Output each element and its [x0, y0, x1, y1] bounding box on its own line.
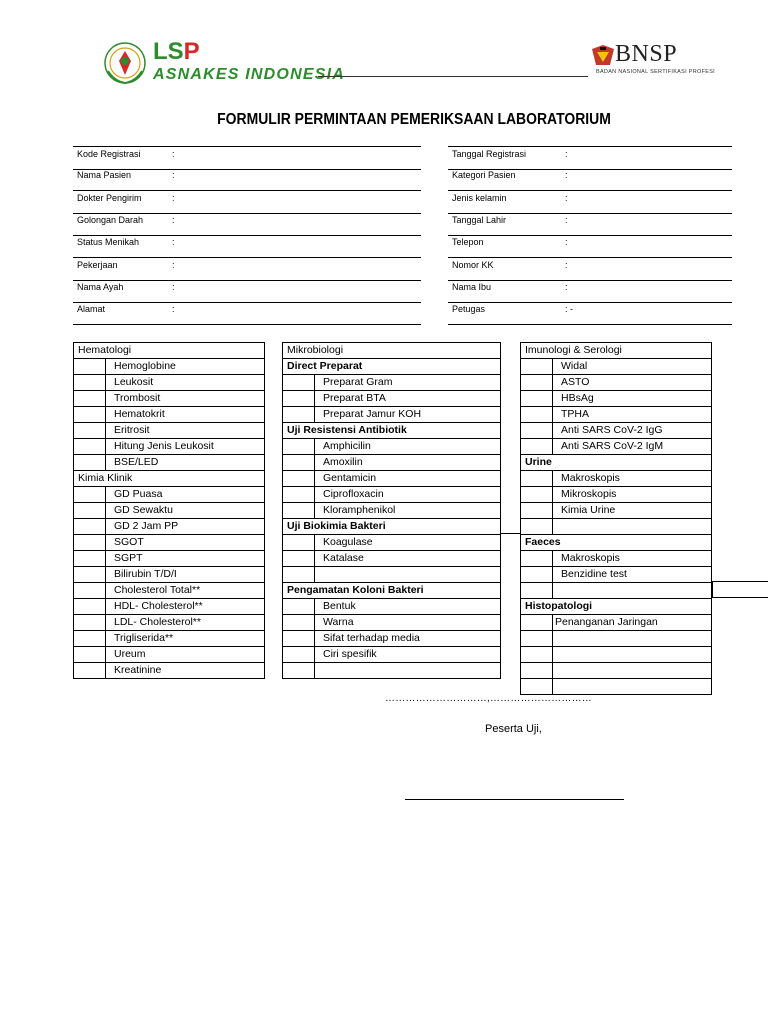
test-name: Gentamicin [315, 471, 501, 487]
signature-label: Peserta Uji, [485, 723, 542, 735]
table-row [74, 487, 265, 503]
checkbox-cell[interactable] [521, 631, 553, 647]
test-name: GD Puasa [106, 487, 265, 503]
table-section-header [283, 359, 501, 375]
checkbox-cell[interactable] [521, 551, 553, 567]
test-name: Hemoglobine [106, 359, 265, 375]
checkbox-cell[interactable] [283, 375, 315, 391]
form-field[interactable] [448, 191, 732, 214]
hematologi-table [73, 342, 265, 679]
table-row [283, 599, 501, 615]
table-row [521, 487, 712, 503]
table-row [283, 663, 501, 679]
bnsp-wordmark: BNSP [615, 41, 678, 67]
table-row [74, 583, 265, 599]
checkbox-cell[interactable] [74, 375, 106, 391]
test-name: Widal [553, 359, 712, 375]
form-field[interactable] [73, 146, 421, 170]
table-row [74, 519, 265, 535]
field-value: : [565, 214, 568, 225]
form-field[interactable] [73, 235, 421, 258]
test-name: Benzidine test [553, 567, 712, 583]
table-row [74, 439, 265, 455]
test-name: Amoxilin [315, 455, 501, 471]
form-field[interactable] [73, 213, 421, 236]
table-row [521, 551, 712, 567]
table-row [283, 375, 501, 391]
table-row [283, 535, 501, 551]
test-name: Kimia Urine [553, 503, 712, 519]
table-row [283, 391, 501, 407]
field-value: : [565, 170, 568, 181]
form-field[interactable] [448, 302, 732, 325]
checkbox-cell[interactable] [74, 535, 106, 551]
table-row [283, 551, 501, 567]
test-name: GD 2 Jam PP [106, 519, 265, 535]
test-name: GD Sewaktu [106, 503, 265, 519]
checkbox-cell[interactable] [521, 391, 553, 407]
field-value: : [565, 237, 568, 248]
section-header-label: Mikrobiologi [283, 343, 501, 359]
table-row [521, 407, 712, 423]
table-row [74, 455, 265, 471]
checkbox-cell[interactable] [521, 615, 553, 631]
table-row [521, 663, 712, 679]
field-label: Jenis kelamin [452, 192, 507, 203]
header-divider [318, 76, 588, 77]
table-row [74, 631, 265, 647]
table-section-header [283, 583, 501, 599]
form-field[interactable] [448, 280, 732, 303]
checkbox-cell[interactable] [521, 423, 553, 439]
section-header-label: Histopatologi [521, 599, 712, 615]
test-name: Hitung Jenis Leukosit [106, 439, 265, 455]
test-name: Ureum [106, 647, 265, 663]
test-name: Ciprofloxacin [315, 487, 501, 503]
checkbox-cell[interactable] [74, 631, 106, 647]
checkbox-cell[interactable] [521, 487, 553, 503]
table-section-header [74, 471, 265, 487]
table-row [521, 615, 712, 631]
checkbox-cell[interactable] [74, 567, 106, 583]
field-label: Petugas [452, 304, 486, 315]
field-value: : [565, 259, 568, 270]
lsp-logo [100, 41, 150, 85]
test-name: Anti SARS CoV-2 IgG [553, 423, 712, 439]
test-name [553, 663, 712, 679]
checkbox-cell[interactable] [283, 647, 315, 663]
checkbox-cell[interactable] [74, 407, 106, 423]
field-label: Nomor KK [452, 259, 494, 270]
field-label: Status Menikah [77, 237, 140, 248]
checkbox-cell[interactable] [74, 487, 106, 503]
field-value: : - [565, 304, 573, 315]
table-row [521, 567, 712, 583]
table-section-header [283, 343, 501, 359]
checkbox-cell[interactable] [283, 551, 315, 567]
field-value: : [172, 304, 175, 315]
table-row [74, 423, 265, 439]
table-row [521, 471, 712, 487]
checkbox-cell[interactable] [74, 423, 106, 439]
checkbox-cell[interactable] [283, 631, 315, 647]
field-label: Alamat [77, 304, 106, 315]
field-label: Pekerjaan [77, 259, 118, 270]
test-name: ASTO [553, 375, 712, 391]
table-section-header [521, 535, 712, 551]
table-row [74, 599, 265, 615]
test-name [553, 583, 712, 599]
test-name: Penanganan Jaringan [553, 615, 712, 631]
checkbox-cell[interactable] [74, 551, 106, 567]
table-row [283, 407, 501, 423]
test-name: Katalase [315, 551, 501, 567]
field-value: : [565, 281, 568, 292]
table-row [521, 423, 712, 439]
test-name: HDL- Cholesterol** [106, 599, 265, 615]
field-value: : [565, 192, 568, 203]
table-section-header [283, 423, 501, 439]
checkbox-cell[interactable] [521, 407, 553, 423]
form-field[interactable] [448, 146, 732, 170]
koagulase-extension-line [501, 533, 520, 534]
lsp-subtitle: ASNAKES INDONESIA [153, 66, 345, 83]
test-name [315, 663, 501, 679]
table-row [283, 567, 501, 583]
table-row [283, 615, 501, 631]
checkbox-cell[interactable] [283, 535, 315, 551]
test-name: Hematokrit [106, 407, 265, 423]
field-value: : [172, 237, 175, 248]
table-row [283, 631, 501, 647]
table-row [521, 583, 712, 599]
test-name: SGPT [106, 551, 265, 567]
table-row [283, 471, 501, 487]
imunologi-table [520, 342, 712, 695]
checkbox-cell[interactable] [74, 391, 106, 407]
checkbox-cell[interactable] [283, 503, 315, 519]
checkbox-cell[interactable] [74, 439, 106, 455]
table-row [521, 439, 712, 455]
table-row [521, 503, 712, 519]
checkbox-cell[interactable] [283, 439, 315, 455]
checkbox-cell[interactable] [521, 647, 553, 663]
checkbox-cell[interactable] [74, 359, 106, 375]
table-row [74, 359, 265, 375]
table-row [521, 519, 712, 535]
checkbox-cell[interactable] [74, 615, 106, 631]
table-row [521, 647, 712, 663]
field-label: Nama Ibu [452, 281, 492, 292]
table-row [74, 615, 265, 631]
form-field[interactable] [73, 168, 421, 191]
form-field[interactable] [73, 258, 421, 281]
checkbox-cell[interactable] [283, 663, 315, 679]
bnsp-emblem-icon [590, 43, 616, 67]
checkbox-cell[interactable] [74, 583, 106, 599]
test-name: Makroskopis [553, 471, 712, 487]
test-name: Preparat Jamur KOH [315, 407, 501, 423]
checkbox-cell[interactable] [74, 599, 106, 615]
table-row [521, 359, 712, 375]
table-section-header [283, 519, 501, 535]
bnsp-logo [590, 43, 616, 67]
test-name: BSE/LED [106, 455, 265, 471]
test-name [315, 567, 501, 583]
test-name: Ciri spesifik [315, 647, 501, 663]
field-label: Tanggal Registrasi [452, 149, 527, 159]
table-row [283, 455, 501, 471]
checkbox-cell[interactable] [521, 583, 553, 599]
checkbox-cell[interactable] [283, 615, 315, 631]
form-field[interactable] [448, 235, 732, 258]
field-label: Kategori Pasien [452, 170, 516, 181]
form-field[interactable] [448, 213, 732, 236]
field-label: Kode Registrasi [77, 149, 141, 159]
test-name: TPHA [553, 407, 712, 423]
field-value: : [172, 170, 175, 181]
table-row [74, 567, 265, 583]
form-field[interactable] [73, 302, 421, 325]
checkbox-cell[interactable] [521, 359, 553, 375]
test-name: SGOT [106, 535, 265, 551]
table-row [74, 663, 265, 679]
field-label: Tanggal Lahir [452, 214, 507, 225]
field-value: : [172, 281, 175, 292]
test-name: Trombosit [106, 391, 265, 407]
table-row [521, 631, 712, 647]
table-row [521, 375, 712, 391]
table-row [74, 647, 265, 663]
field-label: Golongan Darah [77, 214, 144, 225]
table-row [74, 407, 265, 423]
field-value: : [172, 259, 175, 270]
test-name: Kreatinine [106, 663, 265, 679]
table-extension-line [712, 581, 768, 598]
section-header-label: Uji Biokimia Bakteri [283, 519, 501, 535]
lsp-emblem-icon [100, 41, 150, 85]
test-name: Preparat BTA [315, 391, 501, 407]
checkbox-cell[interactable] [283, 455, 315, 471]
checkbox-cell[interactable] [521, 567, 553, 583]
form-field[interactable] [448, 258, 732, 281]
checkbox-cell[interactable] [283, 471, 315, 487]
signature-date-line: …………………………,………………………… [385, 693, 592, 704]
checkbox-cell[interactable] [74, 503, 106, 519]
test-name: Warna [315, 615, 501, 631]
test-name: Bilirubin T/D/I [106, 567, 265, 583]
section-header-label: Imunologi & Serologi [521, 343, 712, 359]
test-name [553, 647, 712, 663]
checkbox-cell[interactable] [521, 663, 553, 679]
checkbox-cell[interactable] [74, 663, 106, 679]
lsp-wordmark: LSP [153, 38, 200, 65]
field-label: Nama Pasien [77, 170, 132, 181]
section-header-label: Uji Resistensi Antibiotik [283, 423, 501, 439]
field-value: : [172, 214, 175, 225]
table-row [283, 439, 501, 455]
checkbox-cell[interactable] [283, 407, 315, 423]
test-name [553, 519, 712, 535]
table-row [521, 391, 712, 407]
test-name: Anti SARS CoV-2 IgM [553, 439, 712, 455]
form-field[interactable] [448, 168, 732, 191]
table-row [74, 375, 265, 391]
test-name: Mikroskopis [553, 487, 712, 503]
table-row [283, 487, 501, 503]
test-name [553, 631, 712, 647]
table-section-header [521, 343, 712, 359]
test-name: Leukosit [106, 375, 265, 391]
test-name: LDL- Cholesterol** [106, 615, 265, 631]
field-label: Dokter Pengirim [77, 192, 142, 203]
field-value: : [172, 149, 175, 159]
bnsp-subtitle: BADAN NASIONAL SERTIFIKASI PROFESI [596, 69, 716, 75]
table-row [283, 503, 501, 519]
checkbox-cell[interactable] [283, 599, 315, 615]
table-row [283, 647, 501, 663]
section-header-label: Faeces [521, 535, 712, 551]
test-name: Bentuk [315, 599, 501, 615]
checkbox-cell[interactable] [283, 567, 315, 583]
form-field[interactable] [73, 191, 421, 214]
table-row [74, 391, 265, 407]
section-header-label: Urine [521, 455, 712, 471]
test-name: Koagulase [315, 535, 501, 551]
checkbox-cell[interactable] [521, 519, 553, 535]
table-section-header [74, 343, 265, 359]
checkbox-cell[interactable] [283, 391, 315, 407]
checkbox-cell[interactable] [74, 647, 106, 663]
checkbox-cell[interactable] [74, 519, 106, 535]
test-name: Kloramphenikol [315, 503, 501, 519]
checkbox-cell[interactable] [521, 439, 553, 455]
test-name: Preparat Gram [315, 375, 501, 391]
field-label: Nama Ayah [77, 281, 124, 292]
field-value: : [565, 149, 568, 159]
section-header-label: Kimia Klinik [74, 471, 265, 487]
test-name: Cholesterol Total** [106, 583, 265, 599]
test-name: Sifat terhadap media [315, 631, 501, 647]
test-name: Amphicilin [315, 439, 501, 455]
field-label: Telepon [452, 237, 484, 248]
table-row [74, 535, 265, 551]
signature-line [405, 799, 624, 800]
section-header-label: Hematologi [74, 343, 265, 359]
checkbox-cell[interactable] [521, 375, 553, 391]
test-name: Trigliserida** [106, 631, 265, 647]
form-field[interactable] [73, 280, 421, 303]
table-row [74, 551, 265, 567]
test-name: HBsAg [553, 391, 712, 407]
test-name: Makroskopis [553, 551, 712, 567]
field-value: : [172, 192, 175, 203]
checkbox-cell[interactable] [74, 455, 106, 471]
section-header-label: Pengamatan Koloni Bakteri [283, 583, 501, 599]
checkbox-cell[interactable] [283, 487, 315, 503]
test-name: Eritrosit [106, 423, 265, 439]
mikrobiologi-table [282, 342, 501, 679]
checkbox-cell[interactable] [521, 503, 553, 519]
table-section-header [521, 599, 712, 615]
checkbox-cell[interactable] [521, 471, 553, 487]
table-section-header [521, 455, 712, 471]
document-title: FORMULIR PERMINTAAN PEMERIKSAAN LABORATORIUM [217, 111, 611, 128]
table-row [74, 503, 265, 519]
section-header-label: Direct Preparat [283, 359, 501, 375]
